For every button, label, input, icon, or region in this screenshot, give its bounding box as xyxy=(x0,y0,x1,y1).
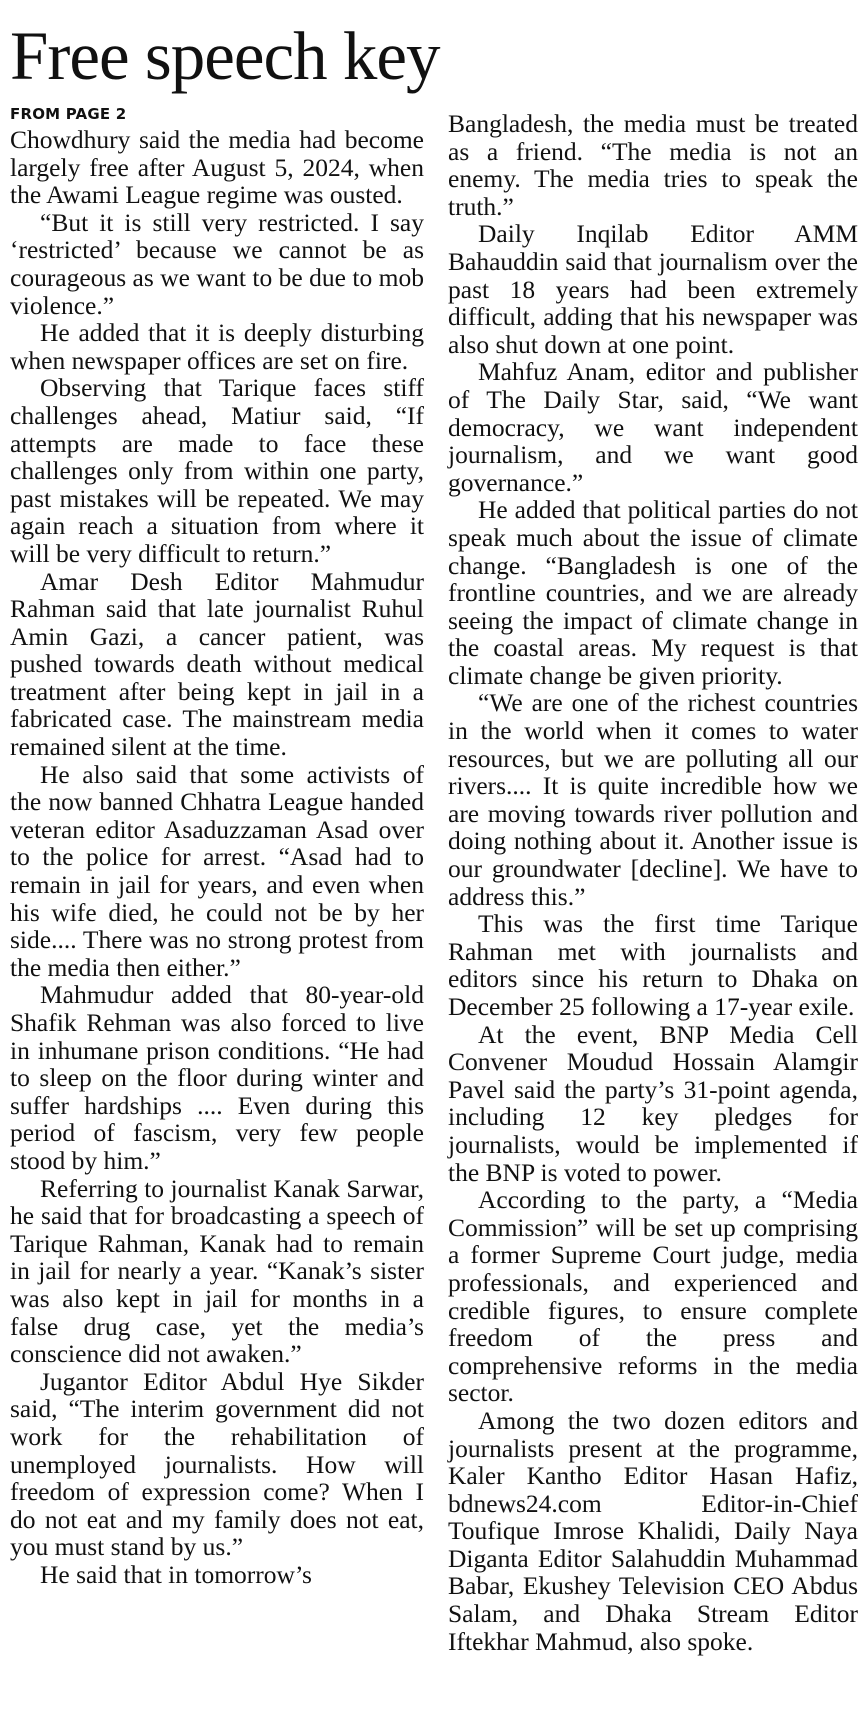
paragraph: Amar Desh Editor Mahmudur Rahman said that late journalist Ruhul Amin Gazi, a cancer patient, was pushed towards death without medical treatment after being kept in jail in a fabricated case. The mainstream media remained silent at the time. xyxy=(10,566,424,762)
paragraph: Mahfuz Anam, editor and publisher of The Daily Star, said, “We want democracy, we want independent journalism, and we want good governance.” xyxy=(448,357,858,497)
paragraph: Among the two dozen editors and journalists present at the programme, Kaler Kantho Editor Hasan Hafiz, bdnews24.com Editor-in-Chief Toufique Imrose Khalidi, Daily Naya Diganta Editor Salahuddin Muhammad Babar, Ekushey Television CEO Abdus Salam, and Dhaka Stream Editor Iftekhar Mahmud, also spoke. xyxy=(448,1405,858,1656)
paragraph: Jugantor Editor Abdul Hye Sikder said, “The interim government did not work for the rehabilitation of unemployed journalists. How will freedom of expression come? When I do not eat and my family does not eat, you must stand by us.” xyxy=(10,1366,424,1562)
paragraph: He said that in tomorrow’s xyxy=(40,1559,312,1589)
paragraph: At the event, BNP Media Cell Convener Moudud Hossain Alamgir Pavel said the party’s 31-point agenda, including 12 key pledges for journalists, would be implemented if the BNP is voted to power. xyxy=(448,1019,858,1187)
paragraph: Mahmudur added that 80-year-old Shafik Rehman was also forced to live in inhumane prison conditions. “He had to sleep on the floor during winter and suffer hardships .... Even during this period of fascism, very few people stood by him.” xyxy=(10,980,424,1175)
paragraph: He added that political parties do not speak much about the issue of climate change. “Bangladesh is one of the frontline countries, and we are already seeing the impact of climate change in the coastal areas. My request is that climate change be given priority. xyxy=(448,495,858,690)
paragraph: Daily Inqilab Editor AMM Bahauddin said that journalism over the past 18 years had been extremely difficult, adding that his newspaper was also shut down at one point. xyxy=(448,219,858,359)
article-column-left xyxy=(10,105,424,1589)
paragraph: This was the first time Tarique Rahman met with journalists and editors since his return to Dhaka on December 25 following a 17-year exile. xyxy=(448,909,858,1021)
paragraph: He also said that some activists of the now banned Chhatra League handed veteran editor Asaduzzaman Asad over to the police for arrest. “Asad had to remain in jail for years, and even when his wife died, he could not be by her side.... There was no strong protest from the media then either.” xyxy=(10,759,424,982)
paragraph: “But it is still very restricted. I say ‘restricted’ because we cannot be as courageous as we want to be due to mob violence.” xyxy=(10,207,424,320)
paragraph: Referring to journalist Kanak Sarwar, he said that for broadcasting a speech of Tarique Rahman, Kanak had to remain in jail for nearly a year. “Kanak’s sister was also kept in jail for months in a false drug case, yet the media’s conscience did not awaken.” xyxy=(10,1173,424,1369)
paragraph: Observing that Tarique faces stiff challenges ahead, Matiur said, “If attempts are made to face these challenges only from within one party, past mistakes will be repeated. We may again reach a situation from where it will be very difficult to return.” xyxy=(10,373,424,568)
paragraph: Chowdhury said the media had become largely free after August 5, 2024, when the Awami League regime was ousted. xyxy=(10,125,424,210)
paragraph: He added that it is deeply disturbing when newspaper offices are set on fire. xyxy=(10,318,424,375)
continued-from-label: FROM PAGE 2 xyxy=(10,105,127,123)
headline: Free speech key xyxy=(10,18,440,94)
paragraph: Bangladesh, the media must be treated as a friend. “The media is not an enemy. The media tries to speak the truth.” xyxy=(448,109,858,221)
article-column-right xyxy=(448,110,858,1655)
paragraph: “We are one of the richest countries in the world when it comes to water resources, but we are polluting all our rivers.... It is quite incredible how we are moving towards river pollution and doing nothing about it. Another issue is our groundwater [decline]. We have to address this.” xyxy=(448,688,858,911)
paragraph: According to the party, a “Media Commission” will be set up comprising a former Supreme Court judge, media professionals, and experienced and credible figures, to ensure complete freedom of the press and comprehensive reforms in the media sector. xyxy=(448,1185,858,1408)
